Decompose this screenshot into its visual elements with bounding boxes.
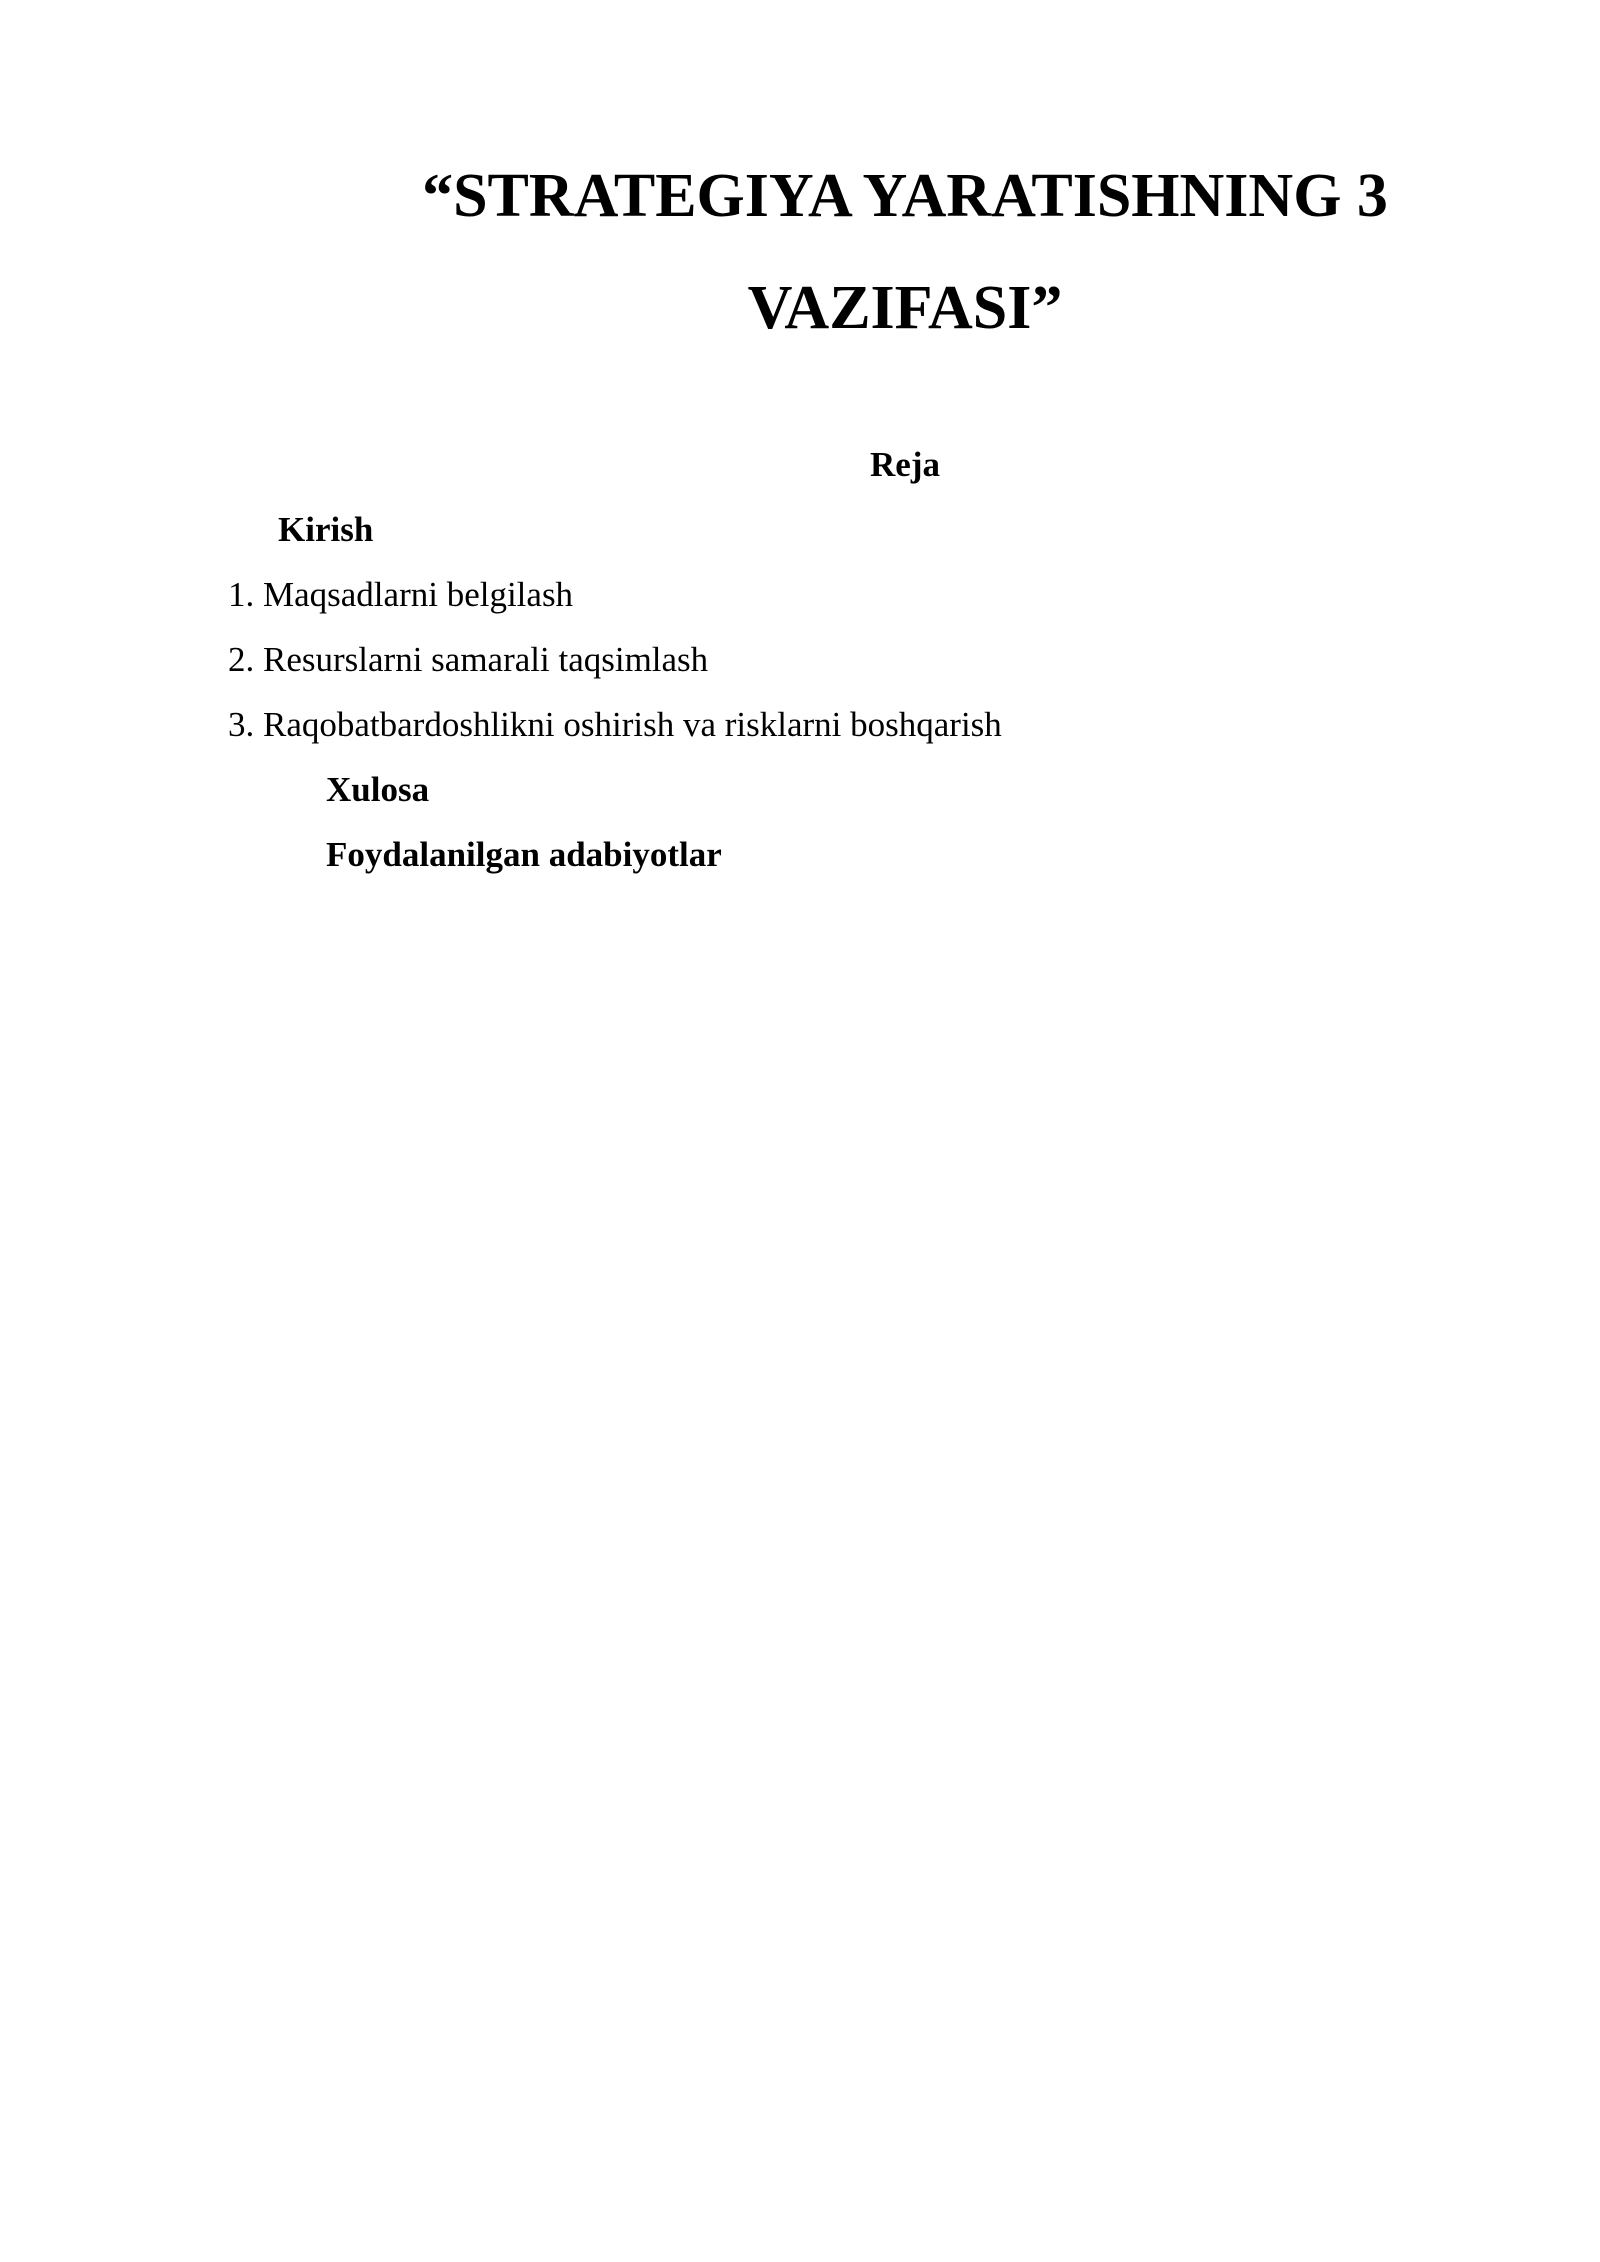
plan-item-2	[228, 627, 708, 692]
conclusion-entry: Xulosa	[326, 770, 430, 809]
intro-entry: Kirish	[278, 510, 374, 549]
plan-item-number: 3.	[228, 705, 255, 744]
document-title: “STRATEGIYA YARATISHNING 3 VAZIFASI”	[422, 162, 1388, 342]
plan-item-number: 2.	[228, 640, 255, 679]
plan-item-text: Maqsadlarni belgilash	[263, 575, 574, 614]
plan-item-3	[228, 692, 1002, 757]
plan-item-text: Resurslarni samarali taqsimlash	[263, 640, 709, 679]
references-entry: Foydalanilgan adabiyotlar	[326, 835, 722, 874]
plan-item-1	[228, 562, 573, 627]
plan-item-text: Raqobatbardoshlikni oshirish va risklarni boshqarish	[263, 705, 1002, 744]
plan-heading: Reja	[870, 445, 940, 484]
plan-item-number: 1.	[228, 575, 255, 614]
